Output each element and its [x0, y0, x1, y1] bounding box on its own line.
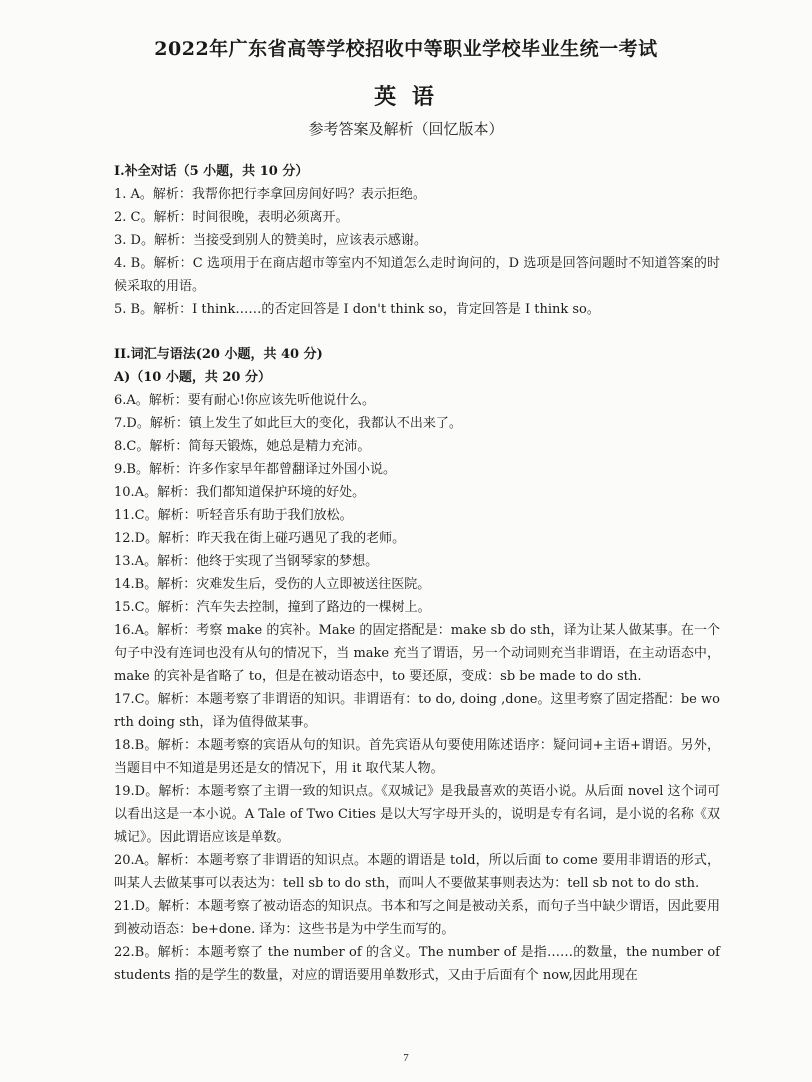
answer-item: 14.B。解析：灾难发生后，受伤的人立即被送往医院。: [114, 577, 431, 592]
answer-item: 4. B。解析：C 选项用于在商店超市等室内不知道怎么走时询问的，D 选项是回答问题时不知道答案的时候采取的用语。: [114, 256, 720, 294]
exam-title: 2022年广东省高等学校招收中等职业学校毕业生统一考试: [154, 38, 658, 60]
answer-item: 5. B。解析：I think……的否定回答是 I don't think so，肯定回答是 I think so。: [114, 302, 600, 317]
subject-title: 英 语: [374, 84, 438, 110]
answer-item: 8.C。解析：简每天锻炼，她总是精力充沛。: [114, 439, 371, 454]
answer-item: 10.A。解析：我们都知道保护环境的好处。: [114, 485, 366, 500]
answer-item: 18.B。解析：本题考察的宾语从句的知识。首先宾语从句要使用陈述语序：疑问词+主语+谓语。另外，当题目中不知道是男还是女的情况下，用 it 取代某人物。: [114, 738, 720, 776]
answer-item: 21.D。解析：本题考察了被动语态的知识点。书本和写之间是被动关系，而句子当中缺少谓语，因此要用到被动语态：be+done. 译为：这些书是为中学生而写的。: [114, 899, 720, 937]
answer-item: 19.D。解析：本题考察了主谓一致的知识点。《双城记》是我最喜欢的英语小说。从后面 novel 这个词可以看出这是一本小说。A Tale of Two Cities 是以大写字母开头的，说明是专有名词，是小说的名称《双城记》。因此谓语应该是单数。: [114, 784, 720, 845]
answer-key-subtitle: 参考答案及解析（回忆版本）: [308, 120, 504, 138]
answer-item: 11.C。解析：听轻音乐有助于我们放松。: [114, 508, 353, 523]
answer-item: 2. C。解析：时间很晚，表明必须离开。: [114, 210, 349, 225]
answer-item: 20.A。解析：本题考察了非谓语的知识点。本题的谓语是 told，所以后面 to come 要用非谓语的形式，叫某人去做某事可以表达为：tell sb to do sth，而叫人不要做某事则表达为：tell sb not to do sth.: [114, 853, 720, 891]
answer-item: 6.A。解析：要有耐心!你应该先听他说什么。: [114, 393, 376, 408]
answer-item: 13.A。解析：他终于实现了当钢琴家的梦想。: [114, 554, 379, 569]
answer-item: 3. D。解析：当接受到别人的赞美时，应该表示感谢。: [114, 233, 427, 248]
section-spacer: [114, 321, 720, 343]
answer-item: 7.D。解析：镇上发生了如此巨大的变化，我都认不出来了。: [114, 416, 462, 431]
answer-item: 22.B。解析：本题考察了 the number of 的含义。The number of 是指……的数量，the number of students 指的是学生的数量，对应的谓语要用单数形式，又由于后面有个 now,因此用现在: [114, 945, 720, 983]
answer-item: 1. A。解析：我帮你把行李拿回房间好吗？表示拒绝。: [114, 187, 426, 202]
answer-item: 17.C。解析：本题考察了非谓语的知识。非谓语有：to do, doing ,done。这里考察了固定搭配：be worth doing sth，译为值得做某事。: [114, 692, 720, 730]
answer-item: 15.C。解析：汽车失去控制，撞到了路边的一棵树上。: [114, 600, 431, 615]
answer-item: 12.D。解析：昨天我在街上碰巧遇见了我的老师。: [114, 531, 406, 546]
section-1-heading: I.补全对话（5 小题，共 10 分）: [114, 164, 309, 179]
answer-item: 9.B。解析：许多作家早年都曾翻译过外国小说。: [114, 462, 396, 477]
section-2-heading: II.词汇与语法(20 小题，共 40 分): [114, 347, 323, 362]
page-number: 7: [403, 1052, 409, 1064]
answer-item: 16.A。解析：考察 make 的宾补。Make 的固定搭配是：make sb do sth，译为让某人做某事。在一个句子中没有连词也没有从句的情况下，当 make 充当了谓语，另一个动词则充当非谓语，在主动语态中，make 的宾补是省略了 to，但是在被动语态中，to 要还原，变成：sb be made to do sth.: [114, 623, 720, 684]
answer-content: [114, 160, 720, 987]
section-2-part-a-heading: A)（10 小题，共 20 分）: [114, 370, 271, 385]
